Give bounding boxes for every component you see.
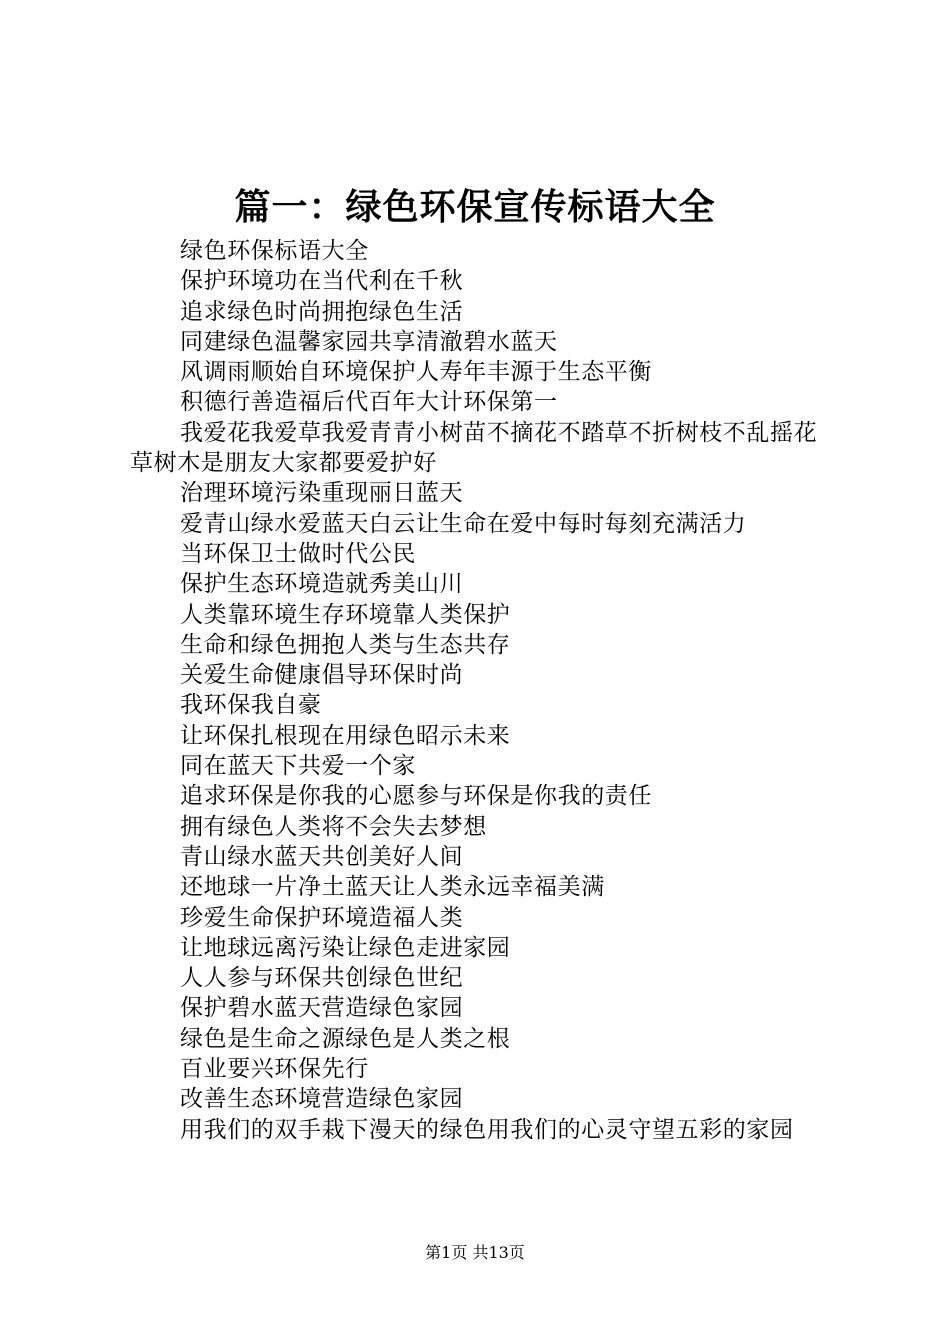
slogan-line: 保护碧水蓝天营造绿色家园 — [180, 995, 464, 1022]
slogan-line: 人人参与环保共创绿色世纪 — [180, 965, 464, 992]
slogan-line: 治理环境污染重现丽日蓝天 — [180, 480, 464, 507]
slogan-line: 我环保我自豪 — [180, 692, 322, 719]
slogan-line: 保护生态环境造就秀美山川 — [180, 571, 464, 598]
slogan-line: 关爱生命健康倡导环保时尚 — [180, 662, 464, 689]
slogan-line: 绿色环保标语大全 — [180, 238, 369, 264]
slogan-line: 当环保卫士做时代公民 — [180, 540, 416, 567]
slogan-line: 珍爱生命保护环境造福人类 — [180, 904, 464, 931]
slogan-line: 生命和绿色拥抱人类与生态共存 — [180, 631, 511, 658]
document-body — [130, 236, 832, 1145]
slogan-line: 让地球远离污染让绿色走进家园 — [180, 934, 511, 961]
slogan-line: 保护环境功在当代利在千秋 — [180, 268, 464, 295]
slogan-line: 人类靠环境生存环境靠人类保护 — [180, 601, 511, 628]
slogan-line: 爱青山绿水爱蓝天白云让生命在爱中每时每刻充满活力 — [180, 510, 747, 537]
slogan-line: 风调雨顺始自环境保护人寿年丰源于生态平衡 — [180, 359, 652, 386]
slogan-line: 百业要兴环保先行 — [180, 1056, 369, 1083]
slogan-line: 青山绿水蓝天共创美好人间 — [180, 843, 464, 870]
slogan-line: 追求环保是你我的心愿参与环保是你我的责任 — [180, 783, 652, 810]
slogan-line: 积德行善造福后代百年大计环保第一 — [180, 389, 558, 416]
slogan-line: 还地球一片净土蓝天让人类永远幸福美满 — [180, 874, 605, 901]
slogan-line: 改善生态环境营造绿色家园 — [180, 1086, 464, 1113]
slogan-line: 让环保扎根现在用绿色昭示未来 — [180, 722, 511, 749]
document-title: 篇一：绿色环保宣传标语大全 — [234, 186, 716, 228]
slogan-line: 绿色是生命之源绿色是人类之根 — [180, 1025, 511, 1052]
slogan-line: 追求绿色时尚拥抱绿色生活 — [180, 298, 464, 325]
slogan-line: 拥有绿色人类将不会失去梦想 — [180, 813, 487, 840]
slogan-line: 同在蓝天下共爱一个家 — [180, 753, 416, 780]
page-footer: 第1页 共13页 — [425, 1243, 525, 1262]
slogan-line: 我爱花我爱草我爱青青小树苗不摘花不踏草不折树枝不乱摇花草树木是朋友大家都要爱护好 — [130, 419, 818, 477]
slogan-line: 用我们的双手栽下漫天的绿色用我们的心灵守望五彩的家园 — [180, 1116, 794, 1143]
slogan-line: 同建绿色温馨家园共享清澈碧水蓝天 — [180, 328, 558, 355]
